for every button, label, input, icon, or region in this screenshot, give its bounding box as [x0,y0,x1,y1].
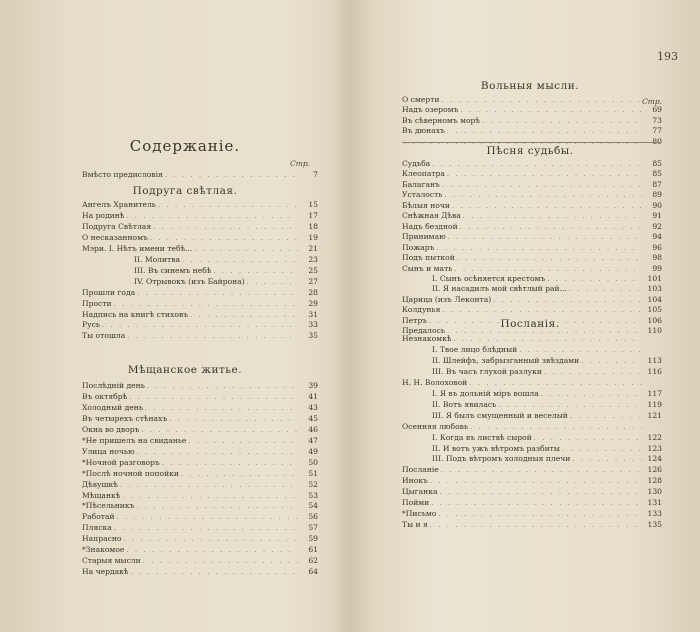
dot-leader [442,305,642,315]
right-page [350,0,700,632]
toc-entry [432,367,662,377]
section-title: Пѣсня судьбы. [486,145,574,157]
toc-entry-page: 99 [652,263,662,273]
toc-entry-title: Инокъ [402,476,428,486]
dot-leader [114,523,298,533]
toc-entry-title: Пойми [402,498,430,508]
dot-leader [117,512,298,522]
dot-leader [541,389,642,399]
toc-entry [402,422,662,432]
toc-entry [402,465,662,475]
toc-entry-title: Окна во дворъ [82,424,140,434]
toc-entry [402,126,662,136]
toc-entry [432,411,662,421]
toc-entry-page: 43 [308,402,318,412]
dot-leader [124,534,299,544]
toc-entry [402,169,662,179]
toc-entry-title: Осенняя любовь [402,421,469,431]
toc-entry-title: О несказанномъ [82,232,148,242]
toc-entry [402,378,662,388]
toc-entry-page: 17 [308,210,318,220]
toc-entry-page: 104 [647,294,662,304]
toc-entry-page: 110 [647,326,662,336]
dot-leader [569,284,642,294]
dot-leader [162,458,298,468]
dot-leader [141,425,298,435]
toc-entry-page: 53 [308,490,318,500]
toc-entry [402,295,662,305]
toc-entry [82,523,318,533]
toc-entry-title: III. Въ синемъ небѣ [134,265,212,275]
toc-entry-page: 50 [308,457,318,467]
toc-entry-page: 80 [652,136,662,146]
toc-entry-title: Подъ пыткой [402,253,455,263]
toc-entry-title: Мѣщанкѣ [82,490,121,500]
dot-leader [126,211,298,221]
page-number: 193 [657,50,678,63]
toc-entry-title: *Послѣ ночной попойки [82,468,179,478]
toc-entry-page: 47 [308,435,318,445]
toc-entry [402,305,662,315]
toc-entry [402,253,662,263]
toc-entry-page: 41 [308,391,318,401]
toc-entry [82,556,318,566]
toc-entry-title: Надпись на книгѣ стиховъ [82,309,189,319]
toc-entry-page: 19 [308,232,318,242]
toc-entry-page: 117 [647,388,662,398]
toc-entry-title: Усталость [402,190,443,200]
dot-leader [463,211,642,221]
toc-entry-title: Ты и я [402,520,428,530]
toc-entry [432,389,662,399]
toc-entry-title: Надъ озеромъ [402,105,459,115]
toc-entry-title: Мэри. I. Нѣтъ имени тебѣ... [82,243,193,253]
toc-entry [402,476,662,486]
toc-entry-title: Послѣдній день [82,381,145,390]
toc-entry-title: II. Молитва [134,254,181,264]
toc-entry-page: 69 [652,105,662,115]
toc-entry [82,244,318,254]
dot-leader [441,465,642,475]
toc-entry-page: 106 [647,315,662,325]
toc-entry-page: 18 [308,221,318,231]
dot-leader [247,277,298,287]
toc-entry-title: II. И вотъ ужъ вѣтромъ разбиты [432,443,560,453]
toc-entry [402,264,662,274]
dot-leader [145,403,298,413]
toc-entry [402,243,662,253]
dot-leader [114,299,298,309]
toc-entry [82,310,318,320]
dot-leader [470,422,642,432]
toc-entry-page: 96 [652,242,662,252]
toc-entry [82,331,318,341]
toc-entry [402,105,662,115]
toc-entry-page: 54 [308,501,318,511]
toc-entry [82,512,318,522]
toc-entry-title: Подруга Свѣтлая [82,221,152,231]
toc-entry-title: Незнакомкѣ [402,334,452,343]
toc-entry-title: Бѣлыя ночи [402,200,450,210]
toc-entry [82,501,318,511]
toc-entry-title: Судьба [402,159,431,168]
toc-entry [402,334,662,344]
toc-entry [402,180,662,190]
section-title: Мѣщанское житье. [127,364,243,376]
section-divider [402,142,660,143]
toc-entry-page: 73 [652,115,662,125]
toc-entry-title: О смерти [402,95,440,104]
toc-entry-page: 130 [647,487,662,497]
toc-entry-page: 51 [308,468,318,478]
toc-entry-title: Холодный день [82,402,143,412]
toc-entry-page: 31 [308,309,318,319]
toc-entry-title: IV. Отрывокъ (изъ Байрона) [134,276,245,286]
contents-title: Содержаніе. [129,137,241,155]
toc-entry [402,159,662,169]
toc-entry-page: 94 [652,232,662,242]
dot-leader [136,501,298,511]
toc-entry-title: Снѣжная Дѣва [402,211,461,221]
toc-entry-title: Прошли года [82,287,136,297]
toc-entry [402,211,662,221]
dot-leader [143,556,298,566]
toc-entry [402,498,662,508]
dot-leader [147,381,298,391]
dot-leader [431,498,642,508]
dot-leader [570,411,642,421]
dot-leader [440,487,642,497]
toc-entry-page: 133 [647,509,662,519]
toc-entry-title: *Знакомое [82,545,125,555]
toc-entry-title: Напрасно [82,534,122,544]
toc-entry [432,454,662,464]
dot-leader [213,266,298,276]
toc-entry-page: 85 [652,169,662,179]
toc-entry [432,400,662,410]
dot-leader [122,491,298,501]
dot-leader [447,169,642,179]
toc-entry [82,288,318,298]
dot-leader [442,180,642,190]
toc-entry-page: 64 [308,567,318,577]
toc-entry-title: На чердакѣ [82,567,129,577]
page-column-label: Стр. [642,97,663,106]
toc-entry [82,567,318,577]
toc-entry-page: 45 [308,413,318,423]
dot-leader [460,222,642,232]
dot-leader [482,116,642,126]
toc-entry [432,444,662,454]
toc-entry-title: Принимаю [402,232,446,242]
dot-leader [519,345,642,355]
toc-entry [82,545,318,555]
dot-leader [169,414,298,424]
toc-entry-page: 56 [308,512,318,522]
dot-leader [454,264,642,274]
toc-entry-page: 57 [308,523,318,533]
toc-entry-page: 103 [647,284,662,294]
toc-entry-page: 131 [647,498,662,508]
toc-entry [82,425,318,435]
toc-entry-title: III. Я былъ смущенный и веселый [432,410,568,420]
toc-entry-title: Въ четырехъ стѣнахъ [82,413,168,423]
toc-entry-title: II. Шлейфъ, забрызганный звѣздами [432,355,580,365]
section-title: Посланія. [500,318,560,330]
toc-entry [82,469,318,479]
dot-leader [448,232,642,242]
toc-entry-title: Работай [82,512,115,522]
toc-entry [402,487,662,497]
toc-entry-title: I. Сынъ осѣняется крестомъ [432,273,546,283]
dot-leader [126,545,298,555]
toc-entry [82,233,318,243]
dot-leader [430,520,642,530]
dot-leader [194,244,298,254]
toc-entry-page: 119 [647,399,662,409]
dot-leader [562,444,642,454]
dot-leader [572,454,642,464]
toc-entry [432,356,662,366]
dot-leader [493,295,642,305]
toc-entry-page: 135 [647,520,662,530]
toc-entry-page: 61 [308,545,318,555]
toc-entry [82,403,318,413]
toc-entry-title: Въ сѣверномъ морѣ [402,115,480,125]
toc-entry-title: I. Я въ дольній міръ вошла [432,388,539,398]
toc-entry-page: 105 [647,305,662,315]
toc-entry-title: На родинѣ [82,210,125,220]
toc-entry-title: Н. Н. Волоховой [402,377,468,387]
toc-entry [402,222,662,232]
toc-entry [402,232,662,242]
toc-entry-page: 7 [313,170,318,179]
toc-entry-title: III. Въ часъ глухой разлуки [432,366,542,376]
dot-leader [447,126,642,136]
toc-entry [82,447,318,457]
toc-entry-page: 39 [308,381,318,390]
toc-entry-title: *Ночной разговоръ [82,457,160,467]
toc-entry-title: Пляска [82,523,112,533]
toc-entry [82,436,318,446]
toc-entry-title: Въ октябрѣ [82,391,128,401]
toc-entry-page: 126 [647,465,662,475]
toc-entry-page: 25 [308,265,318,275]
toc-entry [402,509,662,519]
dot-leader [547,274,642,284]
toc-entry [82,458,318,468]
toc-entry-page: 101 [647,273,662,283]
dot-leader [137,447,298,457]
dot-leader [120,480,298,490]
dot-leader [534,433,642,443]
dot-leader [469,378,642,388]
toc-entry [82,414,318,424]
toc-entry-title: III. Подъ вѣтромъ холодныя плечи [432,454,571,464]
toc-entry-page: 116 [647,366,662,376]
toc-entry-title: Клеопатра [402,169,445,179]
toc-entry-title: Въ дюнахъ [402,126,445,136]
dot-leader [441,95,642,105]
toc-entry-page: 23 [308,254,318,264]
toc-entry-title: Колдунья [402,305,441,315]
dot-leader [102,320,298,330]
dot-leader [460,105,642,115]
dot-leader [444,190,642,200]
toc-entry-page: 49 [308,446,318,456]
toc-entry [82,320,318,330]
toc-entry-title: Русь [82,320,100,330]
toc-entry [82,392,318,402]
toc-entry [432,274,662,284]
dot-leader [150,233,298,243]
toc-entry-page: 46 [308,424,318,434]
toc-entry-page: 62 [308,556,318,566]
dot-leader [137,288,298,298]
toc-entry-page: 122 [647,432,662,442]
toc-entry-title: Царица (изъ Леконта) [402,294,492,304]
dot-leader [453,334,642,344]
toc-entry-page: 113 [647,355,662,365]
dot-leader [181,469,298,479]
dot-leader [129,392,298,402]
toc-entry-page: 15 [308,200,318,209]
toc-entry-title: Старыя мысли [82,556,141,566]
dot-leader [165,170,298,180]
toc-entry [82,491,318,501]
toc-entry-title: I. Когда въ листвѣ сырой [432,432,532,442]
toc-entry [82,222,318,232]
toc-entry-page: 90 [652,200,662,210]
toc-entry-title: Балаганъ [402,179,440,189]
toc-entry [82,170,318,180]
dot-leader [436,243,642,253]
toc-entry-page: 33 [308,320,318,330]
toc-entry-page: 28 [308,287,318,297]
toc-entry-title: Дѣвушкѣ [82,479,118,489]
dot-leader [581,356,642,366]
dot-leader [544,367,642,377]
toc-entry-title: *Пѣсельникъ [82,501,135,511]
toc-entry [82,381,318,391]
toc-entry [432,284,662,294]
toc-entry-title: Цыганка [402,487,438,497]
toc-entry [82,480,318,490]
toc-entry-title: *Письмо [402,509,437,519]
toc-entry-title: *Не пришелъ на свиданье [82,435,187,445]
toc-entry-page: 121 [647,410,662,420]
dot-leader [457,253,642,263]
toc-entry [432,345,662,355]
toc-entry [82,534,318,544]
page-column-label: Стр. [290,159,311,168]
toc-entry-page: 98 [652,253,662,263]
dot-leader [190,310,298,320]
toc-entry [432,433,662,443]
toc-entry-title: II. Вотъ явилась [432,399,497,409]
toc-entry-title: Ангелъ Хранитель [82,200,156,209]
dot-leader [452,201,642,211]
toc-entry-title: Пожаръ [402,242,435,252]
toc-entry [402,190,662,200]
toc-entry [82,211,318,221]
toc-entry [134,255,318,265]
toc-entry [134,277,318,287]
toc-entry [134,266,318,276]
toc-entry [402,520,662,530]
toc-entry-title: Вмѣсто предисловія [82,170,163,179]
dot-leader [158,200,298,210]
toc-entry-page: 89 [652,190,662,200]
toc-entry [402,95,662,105]
dot-leader [188,436,298,446]
dot-leader [498,400,642,410]
toc-entry-page: 27 [308,276,318,286]
dot-leader [430,476,642,486]
dot-leader [432,159,642,169]
toc-entry-title: Прости [82,298,112,308]
toc-entry-title: Сынъ и мать [402,263,453,273]
toc-entry-title: Посланіе [402,465,439,475]
toc-entry [402,201,662,211]
toc-entry-page: 85 [652,159,662,168]
toc-entry-page: 123 [647,443,662,453]
toc-entry [402,116,662,126]
toc-entry-title: II. Я насадилъ мой свѣтлый рай... [432,284,567,294]
toc-entry-page: 87 [652,179,662,189]
toc-entry-title: Ты отошла [82,331,126,341]
dot-leader [182,255,298,265]
dot-leader [153,222,298,232]
toc-entry-page: 128 [647,476,662,486]
toc-entry-title: Предалось [402,326,445,336]
toc-entry-page: 92 [652,221,662,231]
dot-leader [127,331,298,341]
toc-entry-page: 77 [652,126,662,136]
toc-entry-title: Петръ [402,315,428,325]
toc-entry-title: Надъ бездной [402,221,458,231]
section-title: Подруга свѣтлая. [132,185,238,197]
toc-entry-page: 124 [647,454,662,464]
toc-entry-page: 91 [652,211,662,221]
toc-entry [82,299,318,309]
toc-entry-page: 52 [308,479,318,489]
section-title: Вольныя мысли. [480,80,580,92]
toc-entry [82,200,318,210]
toc-entry-title: Улица ночью [82,446,135,456]
dot-leader [130,567,298,577]
toc-entry-page: 35 [308,331,318,341]
dot-leader [438,509,642,519]
toc-entry-page: 29 [308,298,318,308]
toc-entry-page: 21 [308,243,318,253]
toc-entry-title: I. Твое лицо блѣдный [432,344,518,354]
toc-entry-page: 59 [308,534,318,544]
